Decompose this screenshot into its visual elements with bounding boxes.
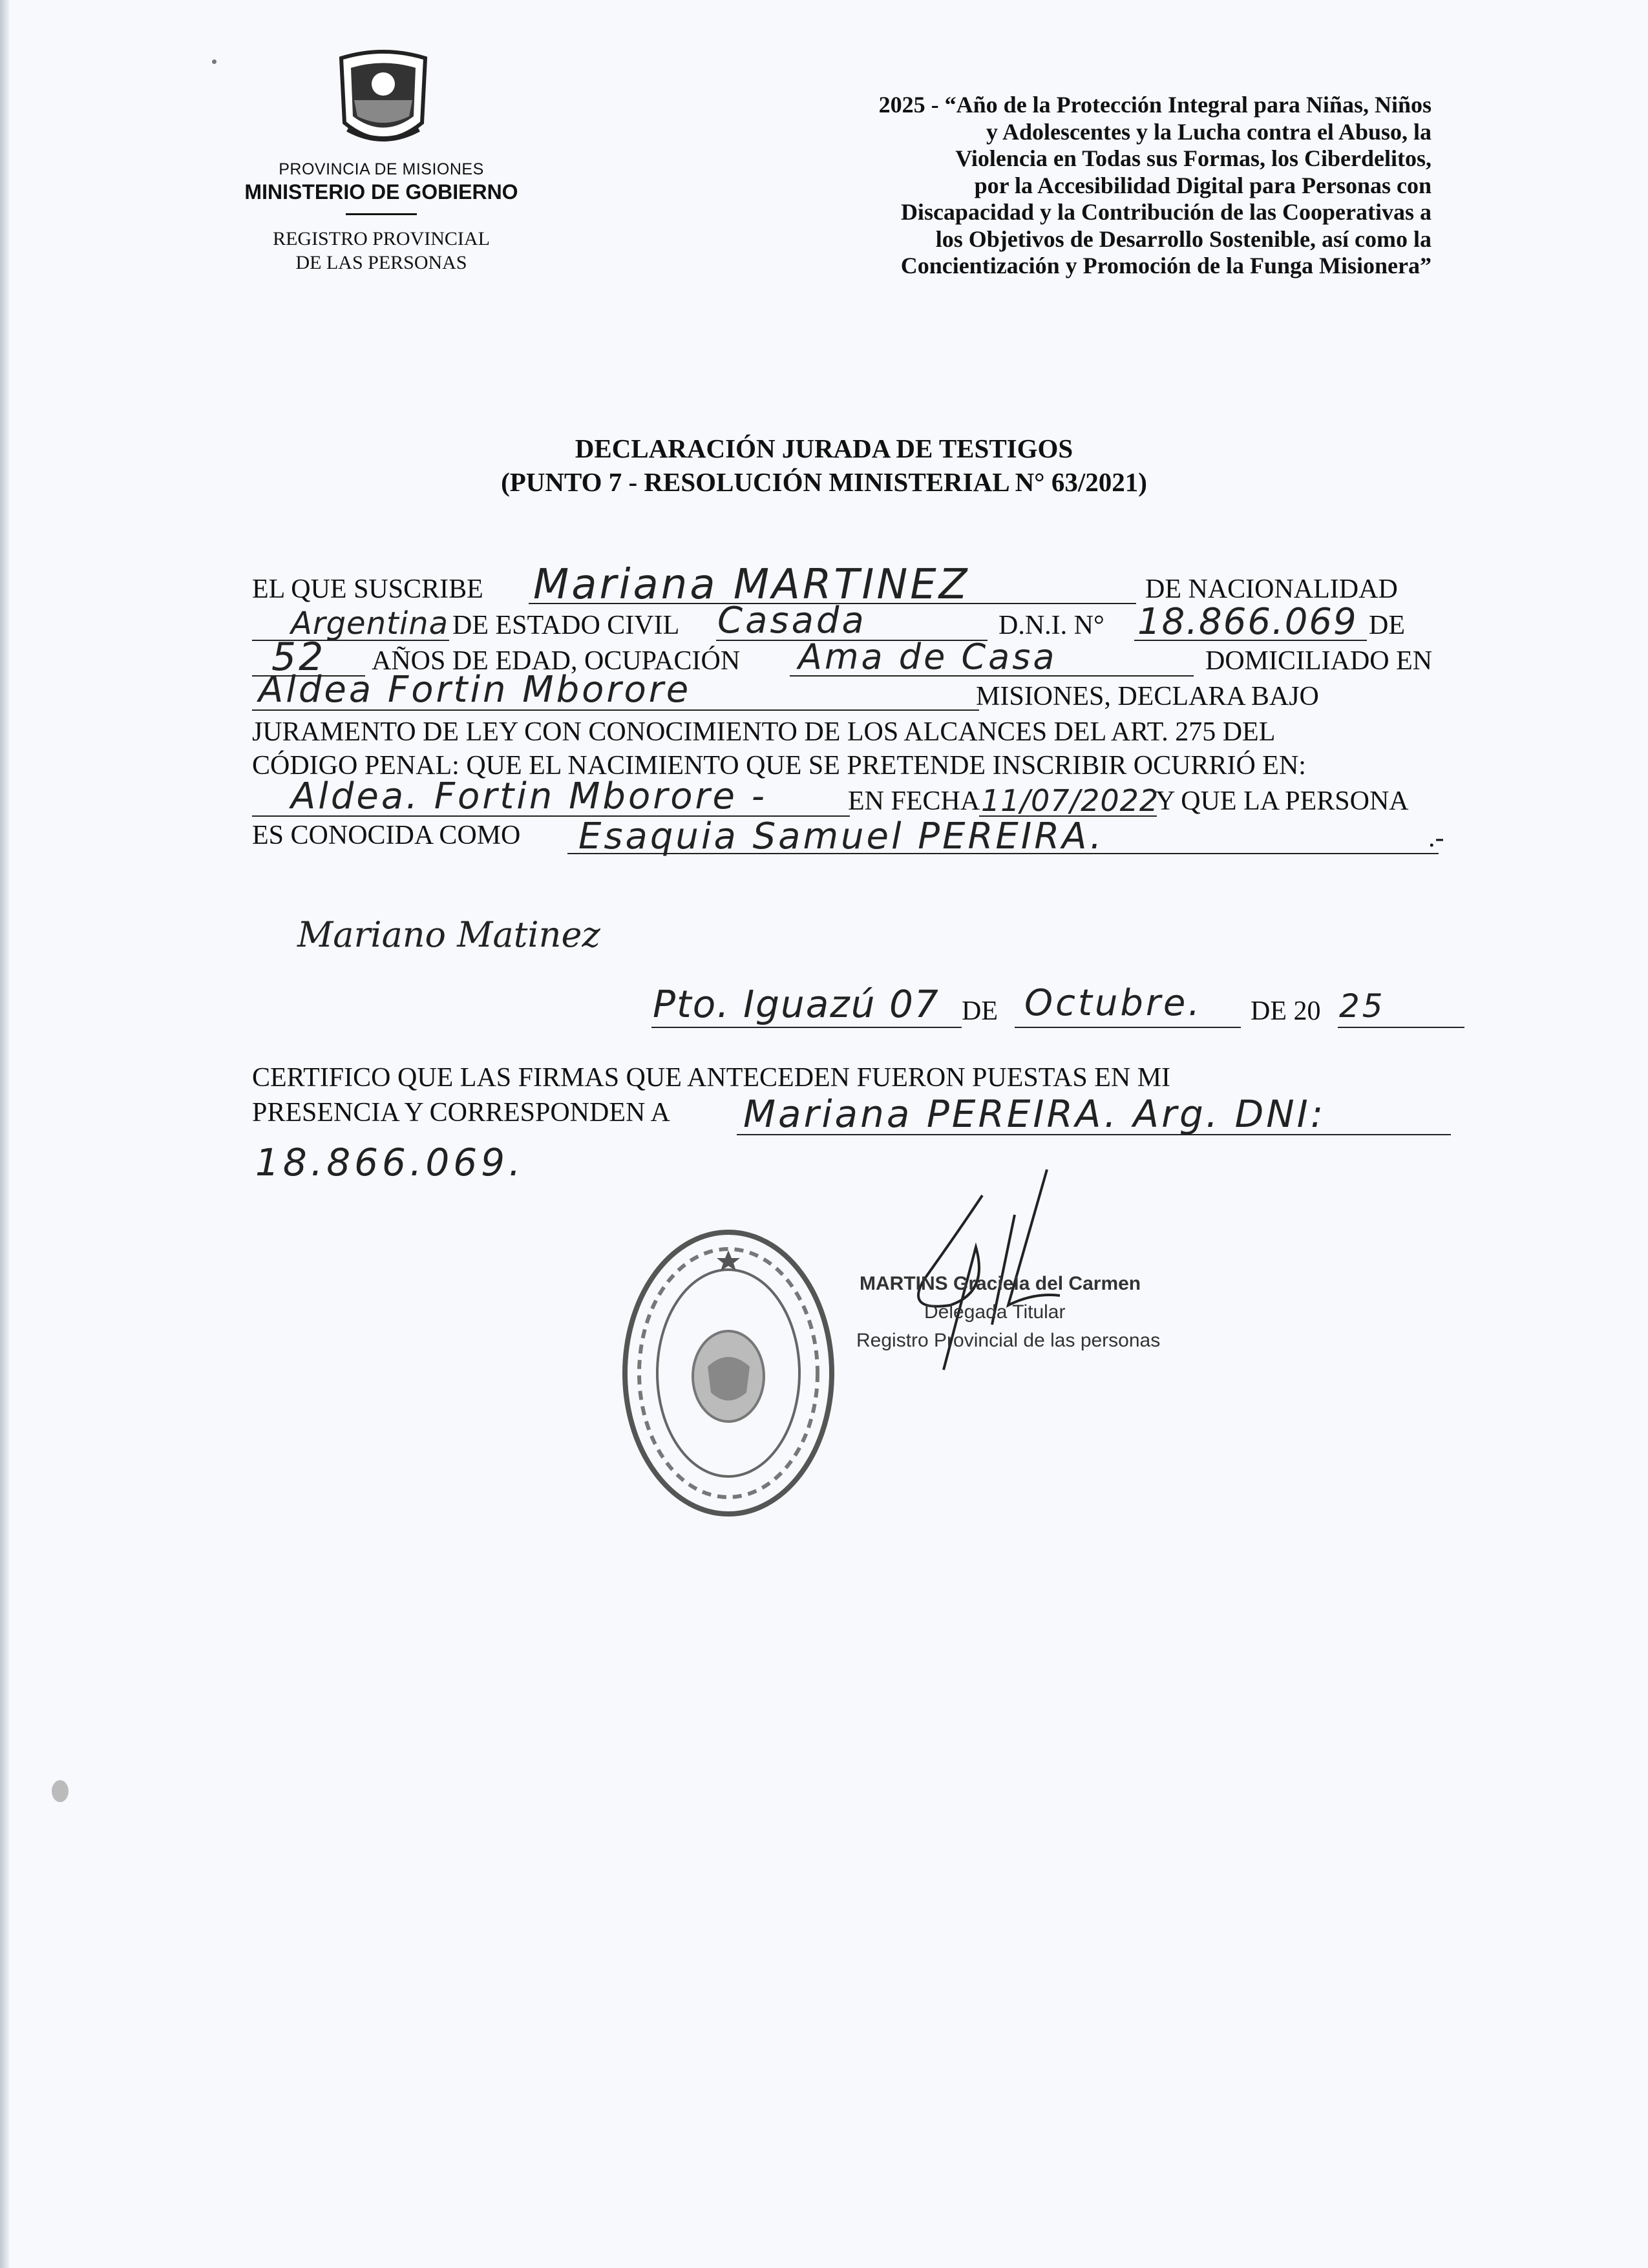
label-date-de: DE	[962, 996, 998, 1026]
motto-line: Violencia en Todas sus Formas, los Ciberdelitos,	[955, 145, 1431, 171]
motto-line: por la Accesibilidad Digital para Personas con	[974, 172, 1431, 198]
ministry-name: MINISTERIO DE GOBIERNO	[244, 180, 518, 204]
label-misiones: MISIONES, DECLARA BAJO	[976, 682, 1319, 711]
corresponds-dni-field[interactable]: 18.866.069.	[255, 1140, 525, 1184]
label-de-estado-civil: DE ESTADO CIVIL	[452, 611, 680, 640]
year-field-line	[1338, 1027, 1464, 1028]
month-field-line	[1015, 1027, 1241, 1028]
dni-field[interactable]: 18.866.069	[1137, 601, 1358, 643]
month-field[interactable]: Octubre.	[1024, 982, 1203, 1024]
label-es-conocida-como: ES CONOCIDA COMO	[252, 821, 521, 850]
place-field-line	[651, 1027, 962, 1028]
page-edge	[0, 0, 9, 2268]
label-de-20: DE 20	[1251, 996, 1321, 1026]
document-subtitle: (PUNTO 7 - RESOLUCIÓN MINISTERIAL N° 63/2021)	[501, 467, 1147, 497]
age-field[interactable]: 52	[271, 635, 326, 680]
year-motto	[698, 92, 1431, 280]
declarant-signature: Mariano Matinez	[297, 914, 600, 955]
name-field[interactable]: Mariana MARTINEZ	[533, 561, 970, 609]
province-name: PROVINCIA DE MISIONES	[279, 160, 484, 178]
registry-line-1: REGISTRO PROVINCIAL	[273, 228, 490, 249]
document-title: DECLARACIÓN JURADA DE TESTIGOS	[575, 434, 1073, 463]
scan-mark	[52, 1780, 69, 1802]
end-mark: .-	[1428, 823, 1444, 853]
civil-status-field[interactable]: Casada	[717, 600, 867, 642]
year-field[interactable]: 25	[1339, 987, 1386, 1025]
place-field[interactable]: Pto. Iguazú 07	[653, 982, 940, 1026]
address-field[interactable]: Aldea Fortin Mborore	[259, 669, 692, 711]
header-divider	[346, 213, 417, 215]
oath-line: JURAMENTO DE LEY CON CONOCIMIENTO DE LOS ALCANCES DEL ART. 275 DEL	[252, 717, 1276, 747]
label-de: DE	[1369, 611, 1405, 640]
motto-line: Discapacidad y la Contribución de las Cooperativas a	[900, 199, 1431, 225]
official-role: Delegada Titular	[924, 1301, 1066, 1323]
penal-code-line: CÓDIGO PENAL: QUE EL NACIMIENTO QUE SE PRETENDE INSCRIBIR OCURRIÓ EN:	[252, 751, 1306, 781]
certify-line-1: CERTIFICO QUE LAS FIRMAS QUE ANTECEDEN FUERON PUESTAS EN MI	[252, 1063, 1171, 1093]
province-crest-logo	[328, 45, 438, 155]
label-anos-ocupacion: AÑOS DE EDAD, OCUPACIÓN	[372, 646, 741, 676]
occupation-field[interactable]: Ama de Casa	[798, 636, 1057, 677]
official-seal	[617, 1224, 840, 1522]
official-name: MARTINS Graciela del Carmen	[860, 1273, 1141, 1294]
registry-line-2: DE LAS PERSONAS	[295, 252, 467, 273]
motto-line: y Adolescentes y la Lucha contra el Abuso, la	[986, 118, 1431, 145]
birth-date-field[interactable]: 11/07/2022	[981, 783, 1159, 818]
label-y-que-la-persona: Y QUE LA PERSONA	[1156, 786, 1409, 816]
label-en-fecha: EN FECHA	[848, 786, 980, 816]
label-dni: D.N.I. N°	[998, 611, 1104, 640]
official-office: Registro Provincial de las personas	[856, 1330, 1161, 1351]
motto-line: Concientización y Promoción de la Funga Misionera”	[900, 253, 1431, 278]
label-de-nacionalidad: DE NACIONALIDAD	[1145, 574, 1398, 604]
scan-mark	[212, 59, 217, 64]
known-as-field[interactable]: Esaquia Samuel PEREIRA.	[578, 815, 1104, 857]
label-el-que-suscribe: EL QUE SUSCRIBE	[252, 574, 483, 604]
motto-line: 2025 - “Año de la Protección Integral para Niñas, Niños	[878, 92, 1431, 118]
birth-place-field[interactable]: Aldea. Fortin Mborore -	[291, 775, 767, 817]
motto-line: los Objetivos de Desarrollo Sostenible, así como la	[935, 226, 1431, 252]
corresponds-field[interactable]: Mariana PEREIRA. Arg. DNI:	[743, 1092, 1326, 1136]
official-stamp-text	[856, 1270, 1161, 1355]
label-domiciliado: DOMICILIADO EN	[1205, 646, 1433, 676]
nationality-field[interactable]: Argentina	[291, 605, 449, 642]
ministry-header	[213, 160, 549, 275]
certify-line-2: PRESENCIA Y CORRESPONDEN A	[252, 1098, 670, 1128]
